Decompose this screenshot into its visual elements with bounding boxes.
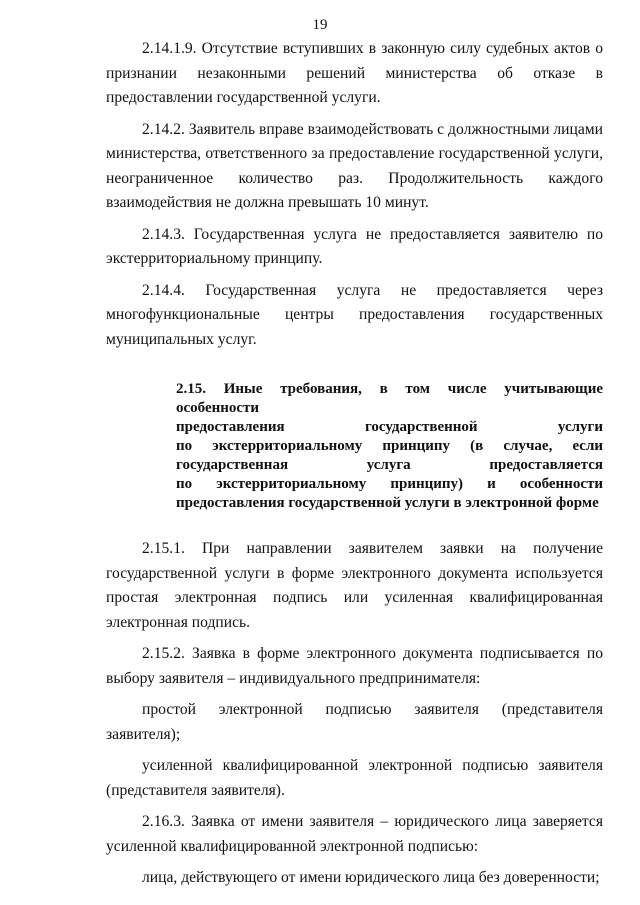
heading-line: предоставления государственной услуги [176, 419, 603, 435]
paragraph-2-14-2: 2.14.2. Заявитель вправе взаимодействовать с должностными лицами министерства, ответственного за предоставление государственной услуги, неограниченное количество раз. Продолжительность каждого взаимодействия не должна превышать 10 минут. [106, 120, 603, 211]
document-body [106, 37, 603, 891]
paragraph-2-14-3: 2.14.3. Государственная услуга не предоставляется заявителю по экстерриториальному принципу. [106, 225, 603, 267]
paragraph-2-15-1: 2.15.1. При направлении заявителем заявки на получение государственной услуги в форме электронного документа используется простая электронная подпись или усиленная квалифицированная электронная подпись. [106, 540, 603, 631]
section-heading-2-15 [176, 380, 603, 513]
heading-line: предоставления государственной услуги в электронной форме [176, 495, 599, 511]
heading-line: государственная услуга предоставляется [176, 457, 603, 473]
paragraph-2-14-1-9: 2.14.1.9. Отсутствие вступивших в законную силу судебных актов о признании незаконными решений министерства об отказе в предоставлении государственной услуги. [106, 40, 603, 106]
paragraph-2-15-2: 2.15.2. Заявка в форме электронного документа подписывается по выбору заявителя – индивидуального предпринимателя: [106, 645, 603, 687]
paragraph-2-14-4: 2.14.4. Государственная услуга не предоставляется через многофункциональные центры предоставления государственных муниципальных услуг. [106, 281, 603, 348]
paragraph-simple-signature: простой электронной подписью заявителя (представителя заявителя); [106, 701, 603, 743]
paragraph-qualified-signature: усиленной квалифицированной электронной подписью заявителя (представителя заявителя). [106, 757, 603, 799]
heading-line: по экстерриториальному принципу (в случае, если [176, 438, 603, 454]
paragraph-legal-entity-person: лица, действующего от имени юридического лица без доверенности; [142, 869, 600, 886]
paragraph-2-16-3: 2.16.3. Заявка от имени заявителя – юридического лица заверяется усиленной квалифицированной электронной подписью: [106, 813, 603, 855]
page-number: 19 [312, 17, 328, 33]
heading-line: по экстерриториальному принципу) и особенности [176, 476, 603, 492]
heading-line: 2.15. Иные требования, в том числе учитывающие особенности [176, 381, 603, 416]
